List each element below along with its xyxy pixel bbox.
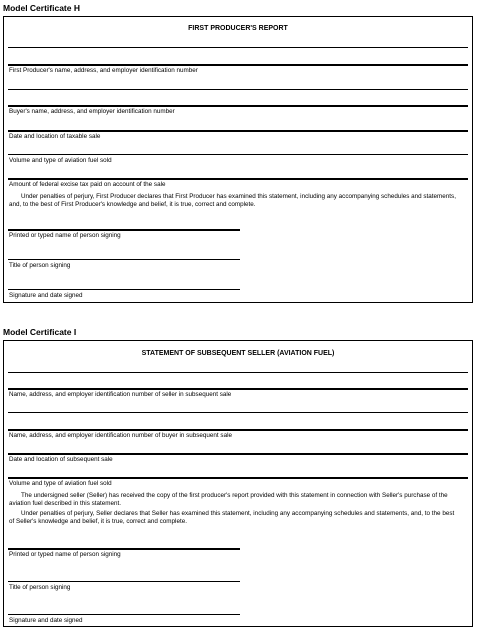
rule <box>8 47 468 48</box>
volume-type-label: Volume and type of aviation fuel sold <box>9 157 112 164</box>
certificate-i-title: Model Certificate I <box>3 327 77 337</box>
form-heading: FIRST PRODUCER'S REPORT <box>188 25 288 32</box>
excise-tax-label: Amount of federal excise tax paid on account of the sale <box>9 181 166 188</box>
perjury-statement: Under penalties of perjury, Seller declares that Seller has examined this statement, including any accompanying schedules and statements, and, to the best of Seller's knowledge and belief, it is true, correct and complete. <box>9 510 455 525</box>
buyer-input-line[interactable] <box>8 130 468 132</box>
date-location-input-line[interactable] <box>8 477 468 479</box>
certificate-i-form <box>3 340 473 627</box>
buyer-label: Name, address, and employer identification number of buyer in subsequent sale <box>9 432 232 439</box>
volume-type-label: Volume and type of aviation fuel sold <box>9 480 112 487</box>
signature-label: Signature and date signed <box>9 617 83 624</box>
seller-input-line[interactable] <box>8 412 468 413</box>
form-heading: STATEMENT OF SUBSEQUENT SELLER (AVIATION FUEL) <box>141 350 335 357</box>
buyer-label: Buyer's name, address, and employer identification number <box>9 108 175 115</box>
first-producer-input-line[interactable] <box>8 89 468 90</box>
signature-line[interactable] <box>8 289 240 290</box>
signer-title-line[interactable] <box>8 259 240 260</box>
certificate-h-title: Model Certificate H <box>3 3 80 13</box>
seller-label: Name, address, and employer identification number of seller in subsequent sale <box>9 391 232 398</box>
signer-name-line[interactable] <box>8 229 240 231</box>
signer-title-label: Title of person signing <box>9 262 71 269</box>
perjury-statement: Under penalties of perjury, First Producer declares that First Producer has examined this statement, including any accompanying schedules and statements, and, to the best of First Producer's knowledge and belief, it is true, correct and complete. <box>9 193 456 208</box>
receipt-statement: The undersigned seller (Seller) has received the copy of the first producer's report provided with this statement in connection with Seller's purchase of the aviation fuel described in this statement. <box>9 492 448 507</box>
rule <box>8 372 468 373</box>
certificate-h-form <box>3 16 473 303</box>
rule <box>8 64 468 66</box>
signer-name-line[interactable] <box>8 548 240 550</box>
signer-name-label: Printed or typed name of person signing <box>9 232 121 239</box>
buyer-input-line[interactable] <box>8 453 468 455</box>
rule <box>8 429 468 431</box>
date-location-label: Date and location of taxable sale <box>9 133 101 140</box>
signature-line[interactable] <box>8 614 240 615</box>
date-location-label: Date and location of subsequent sale <box>9 456 113 463</box>
rule <box>8 105 468 107</box>
date-location-input-line[interactable] <box>8 154 468 155</box>
volume-type-input-line[interactable] <box>8 178 468 180</box>
rule <box>8 388 468 390</box>
signer-title-label: Title of person signing <box>9 584 71 591</box>
signature-label: Signature and date signed <box>9 292 83 299</box>
signer-name-label: Printed or typed name of person signing <box>9 551 121 558</box>
first-producer-label: First Producer's name, address, and employer identification number <box>9 67 198 74</box>
signer-title-line[interactable] <box>8 581 240 582</box>
